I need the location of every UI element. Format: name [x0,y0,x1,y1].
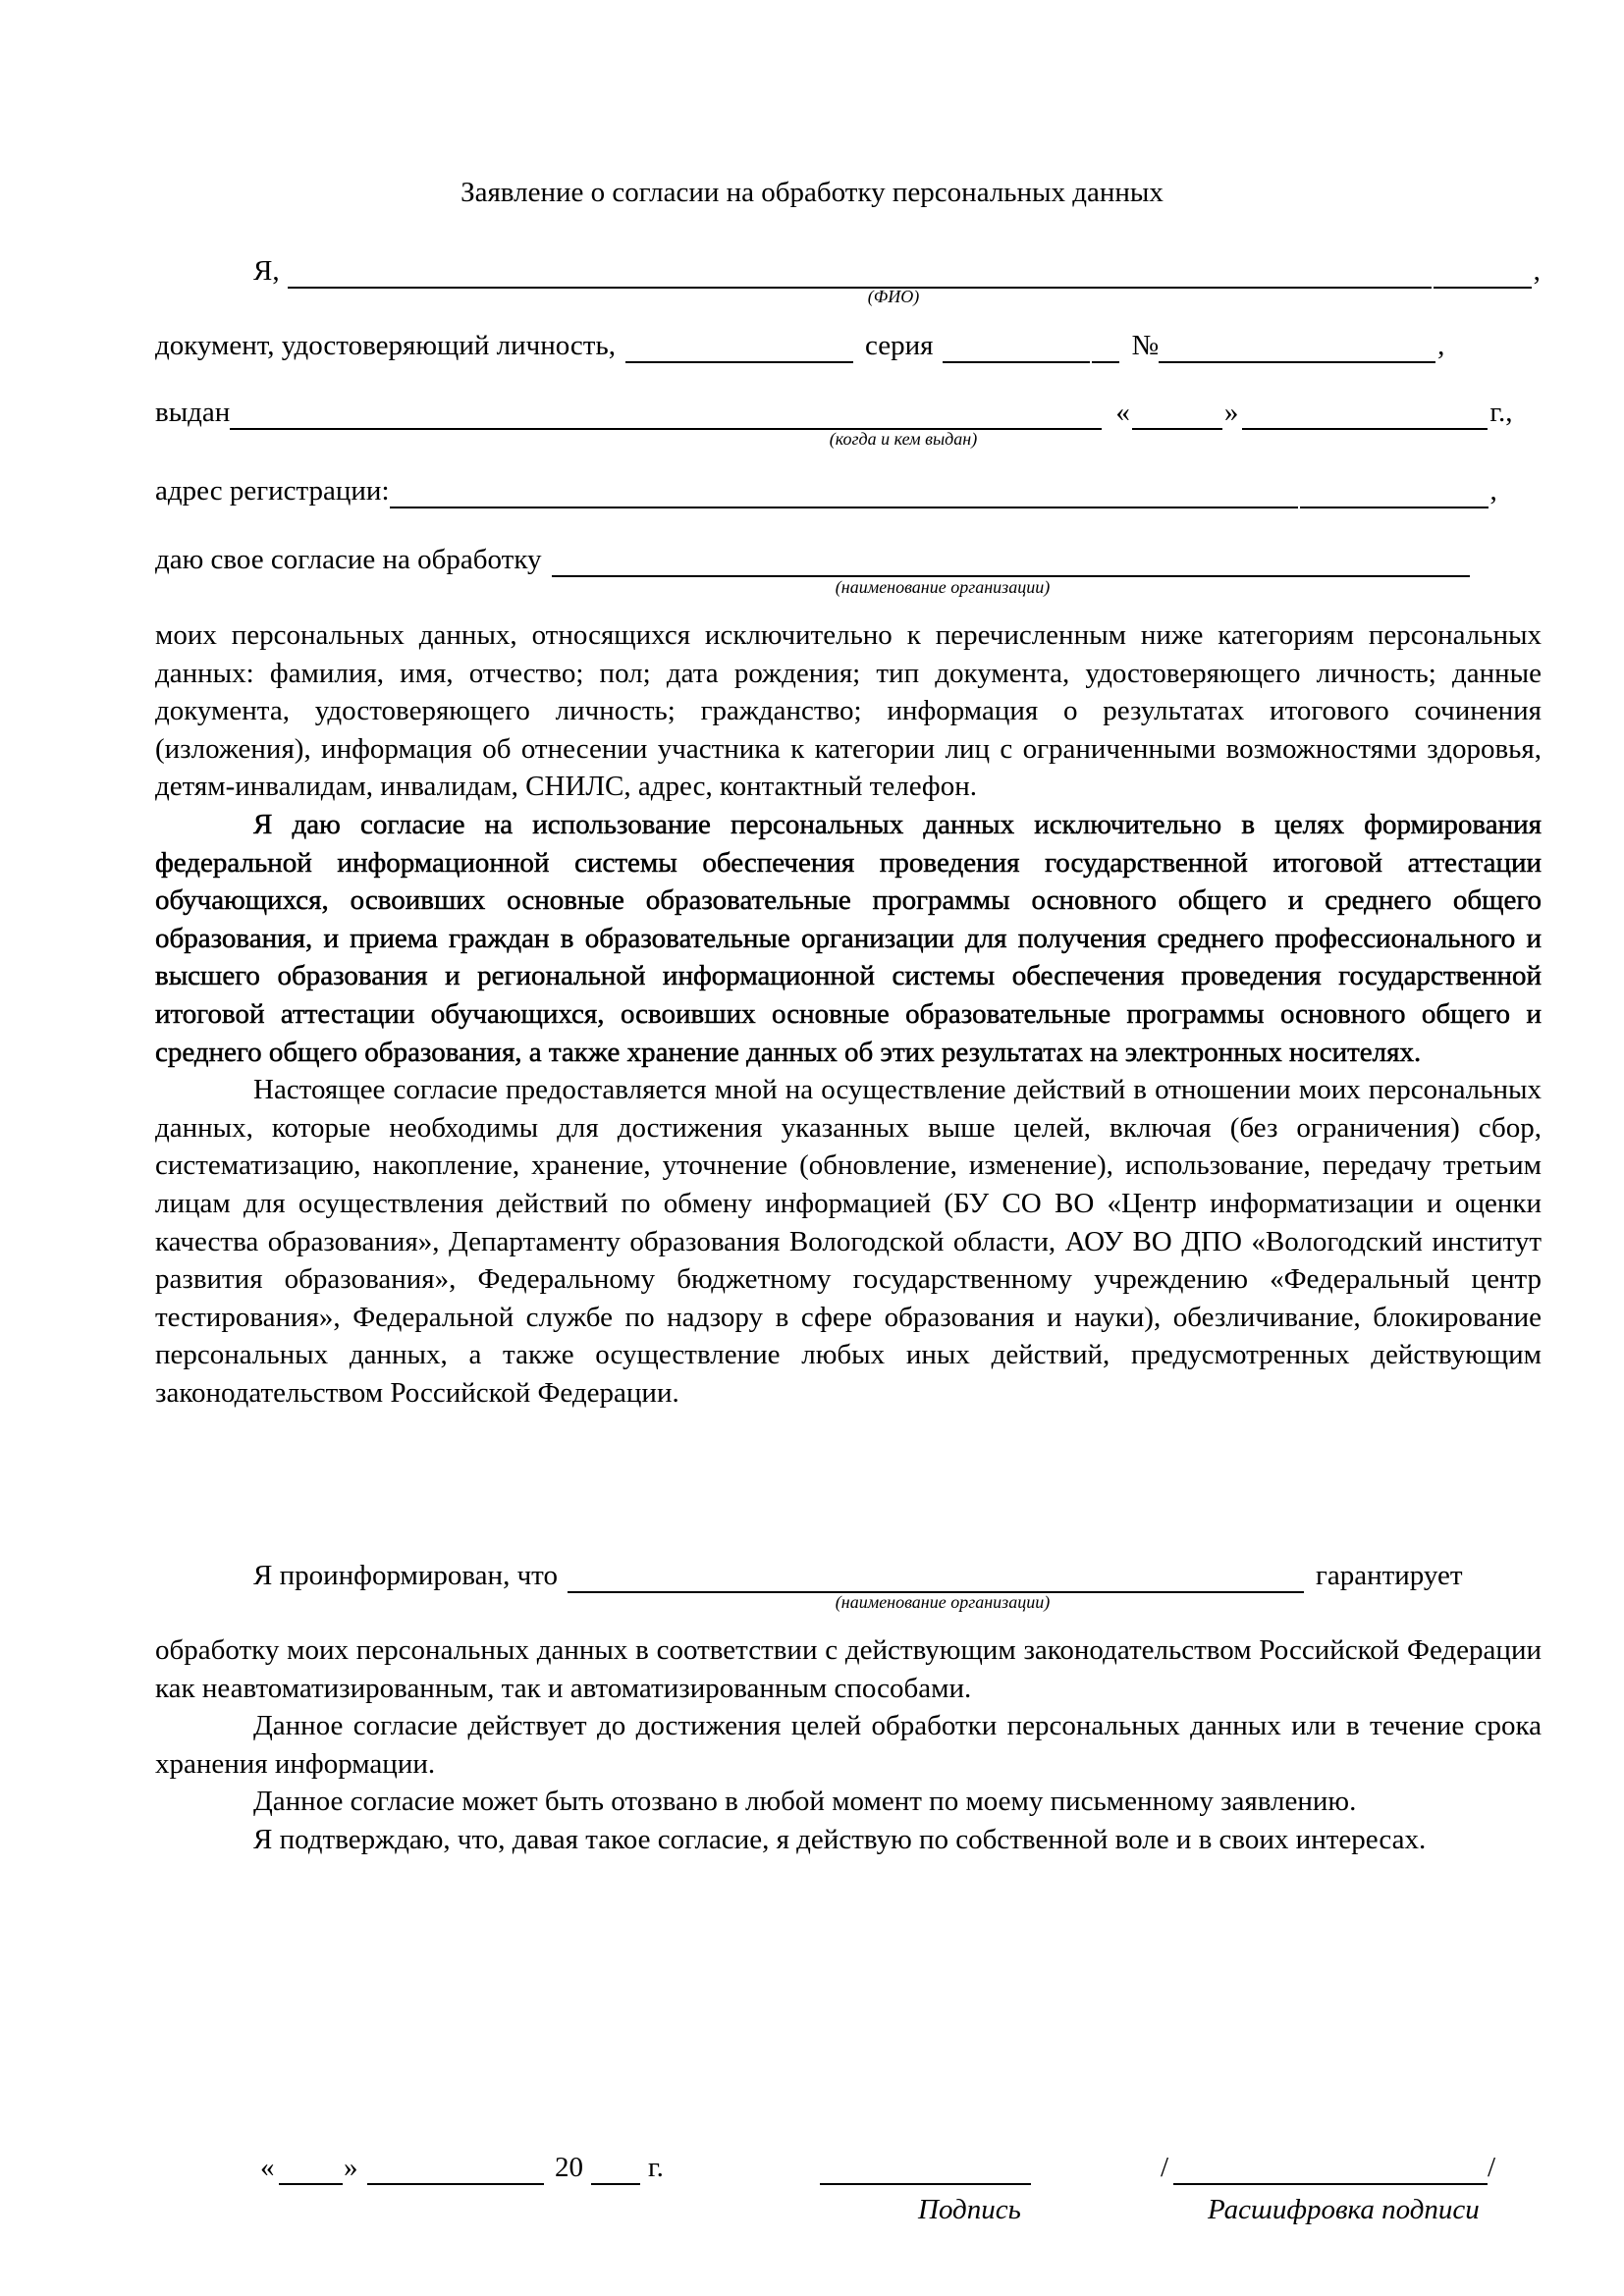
address-input[interactable] [390,479,1298,508]
consent-body [155,616,1542,1412]
issued-year-suffix: г., [1489,397,1513,428]
number-input[interactable] [1159,334,1435,363]
signature-decode-caption: Расшифровка подписи [1208,2194,1480,2225]
address-suffix: , [1489,475,1497,507]
id-document-type-input[interactable] [625,334,853,363]
address-row [155,473,1542,508]
revocation-paragraph: Данное согласие может быть отозвано в любой момент по моему письменному заявлению. [253,1786,1357,1818]
issued-caption: (когда и кем выдан) [829,429,978,449]
date-day-input[interactable] [279,2156,343,2185]
consent-org-row [155,542,1542,577]
closing-body [155,1631,1542,1859]
id-document-suffix: , [1437,330,1445,361]
fio-prefix: Я, [253,255,280,287]
confirmation-paragraph: Я подтверждаю, что, давая такое согласие, я действую по собственной воле и в своих интересах. [253,1823,1427,1855]
issued-by-input[interactable] [230,400,1102,430]
consent-label: даю свое согласие на обработку [155,544,542,575]
fio-input-line[interactable] [288,259,1432,289]
date-open-quote: « [260,2152,275,2183]
issued-day-input[interactable] [1132,400,1222,430]
fio-input-line-extra[interactable] [1434,259,1532,289]
signature-input[interactable] [820,2156,1031,2185]
number-label: № [1131,330,1160,361]
signature-row [0,2150,1624,2189]
categories-paragraph: моих персональных данных, относящихся исключительно к перечисленным ниже категориям персональных данных: фамилия, имя, отчество; пол; дата рождения; тип документа, удостоверяющего личность; данные документа, удостоверяющего личность; гражданство; информация о результатах итогового сочинения (изложения), информация об отнесении участника к категории лиц с ограниченными возможностями здоровья, детям-инвалидам, инвалидам, СНИЛС, адрес, контактный телефон. [155,619,1542,803]
series-input[interactable] [943,334,1090,363]
address-label: адрес регистрации: [155,475,390,507]
document-title: Заявление о согласии на обработку персональных данных [460,177,1164,208]
signature-decode-input[interactable] [1173,2156,1488,2185]
fio-caption: (ФИО) [867,287,920,306]
year-prefix: 20 [555,2152,583,2183]
address-input-extra[interactable] [1300,479,1489,508]
purpose-paragraph: Я даю согласие на использование персональных данных исключительно в целях формирования федеральной информационной системы обеспечения проведения государственной итоговой аттестации обучающихся, освоивших основные образовательные программы основного общего и среднего общего образования, и приема граждан в образовательные организации для получения среднего профессионального и высшего образования и региональной информационной системы обеспечения проведения государственной итоговой аттестации обучающихся, освоивших основные образовательные программы основного общего и среднего общего образования, а также хранение данных об этих результатах на электронных носителях. [155,808,1542,1068]
date-month-input[interactable] [367,2156,544,2185]
consent-organization-input[interactable] [552,548,1470,577]
slash-left: / [1161,2152,1169,2183]
informed-organization-input[interactable] [568,1564,1304,1593]
fio-row [155,253,1542,289]
series-input-extra[interactable] [1092,334,1119,363]
year-suffix: г. [648,2152,664,2183]
informed-suffix: гарантирует [1315,1560,1463,1591]
id-document-label: документ, удостоверяющий личность, [155,330,616,361]
validity-paragraph: Данное согласие действует до достижения целей обработки персональных данных или в течение срока хранения информации. [155,1710,1542,1780]
fio-suffix: , [1533,255,1541,287]
actions-paragraph: Настоящее согласие предоставляется мной на осуществление действий в отношении моих персональных данных, которые необходимы для достижения указанных выше целей, включая (без ограничения) сбор, систематизацию, накопление, хранение, уточнение (обновление, изменение), использование, передачу третьим лицам для осуществления действий по обмену информацией (БУ СО ВО «Центр информатизации и оценки качества образования», Департаменту образования Вологодской области, АОУ ВО ДПО «Вологодский институт развития образования», Федеральному бюджетному государственному учреждению «Федеральный центр тестирования», Федеральной службе по надзору в сфере образования и науки), обезличивание, блокирование персональных данных, а также осуществление любых иных действий, предусмотренных действующим законодательством Российской Федерации. [155,1074,1542,1409]
informed-prefix: Я проинформирован, что [253,1560,558,1591]
date-close-quote: » [344,2152,358,2183]
guarantee-paragraph: обработку моих персональных данных в соответствии с действующим законодательством Российской Федерации как неавтоматизированным, так и автоматизированным способами. [155,1634,1542,1704]
informed-org-caption: (наименование организации) [835,1592,1051,1612]
issued-label: выдан [155,397,231,428]
issued-open-quote: « [1115,397,1130,428]
issued-close-quote: » [1223,397,1239,428]
slash-right: / [1488,2152,1496,2183]
issued-row [155,395,1542,430]
id-document-row [155,328,1542,363]
signature-caption: Подпись [918,2194,1021,2225]
date-year-input[interactable] [591,2156,640,2185]
series-label: серия [864,330,934,361]
consent-org-caption: (наименование организации) [835,577,1051,597]
informed-row [155,1558,1542,1593]
issued-month-input[interactable] [1242,400,1488,430]
